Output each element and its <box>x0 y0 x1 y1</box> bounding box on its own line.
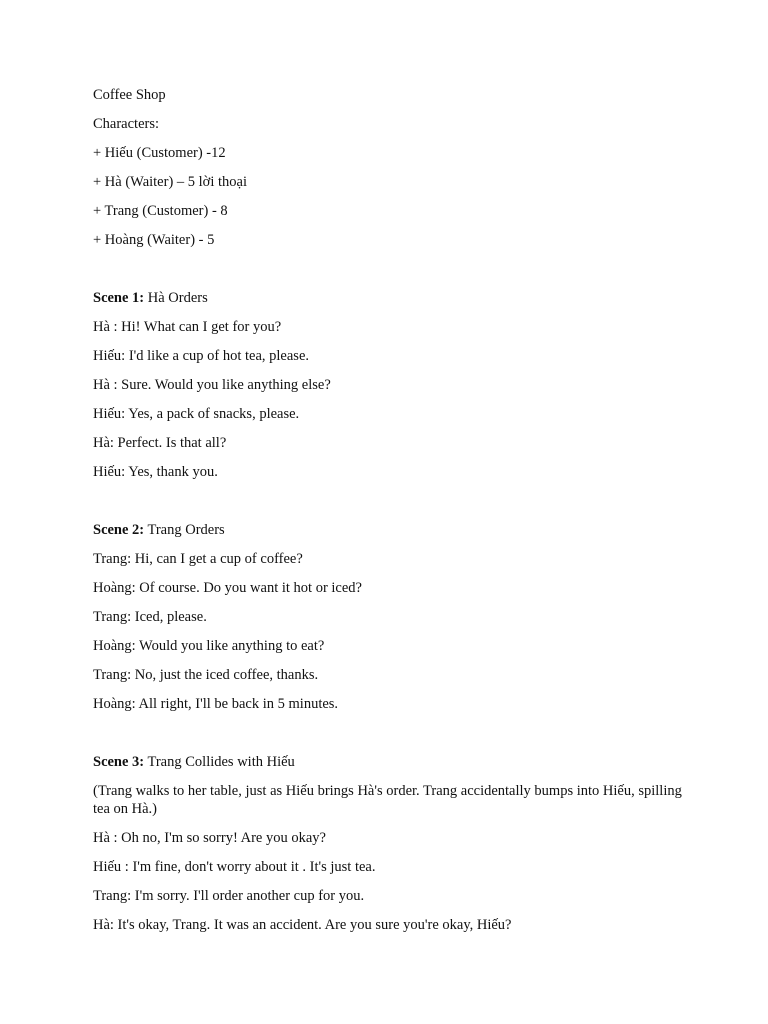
dialogue-line: Hiếu: I'd like a cup of hot tea, please. <box>93 348 310 364</box>
dialogue-line: Hiếu : I'm fine, don't worry about it . It's just tea. <box>93 859 376 875</box>
dialogue-line: Trang: I'm sorry. I'll order another cup for you. <box>93 888 365 904</box>
scene-heading <box>93 521 683 539</box>
document-body <box>93 86 683 945</box>
dialogue-line: Hà : Hi! What can I get for you? <box>93 319 282 335</box>
stage-direction: (Trang walks to her table, just as Hiếu brings Hà's order. Trang accidentally bumps into Hiếu, spilling tea on Hà.) <box>93 783 682 817</box>
section-spacer <box>93 724 683 753</box>
character-item: + Trang (Customer) - 8 <box>93 203 228 219</box>
scene-label: Scene 1: <box>93 290 145 306</box>
dialogue-line: Hà: It's okay, Trang. It was an accident. Are you sure you're okay, Hiếu? <box>93 917 512 933</box>
dialogue-line: Hoàng: Of course. Do you want it hot or iced? <box>93 580 362 596</box>
character-item: + Hoàng (Waiter) - 5 <box>93 232 215 248</box>
section-spacer <box>93 492 683 521</box>
dialogue-line: Hoàng: All right, I'll be back in 5 minutes. <box>93 696 339 712</box>
dialogue-line: Trang: No, just the iced coffee, thanks. <box>93 667 319 683</box>
dialogue-line: Hoàng: Would you like anything to eat? <box>93 638 325 654</box>
scene-title: Trang Collides with Hiếu <box>144 754 295 770</box>
scene-label: Scene 3: <box>93 754 145 770</box>
dialogue-line: Trang: Iced, please. <box>93 609 207 625</box>
document-title: Coffee Shop <box>93 87 166 103</box>
character-item: + Hà (Waiter) – 5 lời thoại <box>93 174 247 190</box>
scene-label: Scene 2: <box>93 522 145 538</box>
scene-title: Trang Orders <box>144 522 225 538</box>
scene-heading <box>93 289 683 307</box>
characters-heading: Characters: <box>93 116 160 132</box>
dialogue-line: Hiếu: Yes, a pack of snacks, please. <box>93 406 300 422</box>
dialogue-line: Hà : Oh no, I'm so sorry! Are you okay? <box>93 830 326 846</box>
character-item: + Hiếu (Customer) -12 <box>93 145 226 161</box>
scene-heading <box>93 753 683 771</box>
dialogue-line: Hà: Perfect. Is that all? <box>93 435 227 451</box>
section-spacer <box>93 260 683 289</box>
dialogue-line: Trang: Hi, can I get a cup of coffee? <box>93 551 303 567</box>
dialogue-line: Hiếu: Yes, thank you. <box>93 464 218 480</box>
scene-title: Hà Orders <box>144 290 208 306</box>
dialogue-line: Hà : Sure. Would you like anything else? <box>93 377 331 393</box>
